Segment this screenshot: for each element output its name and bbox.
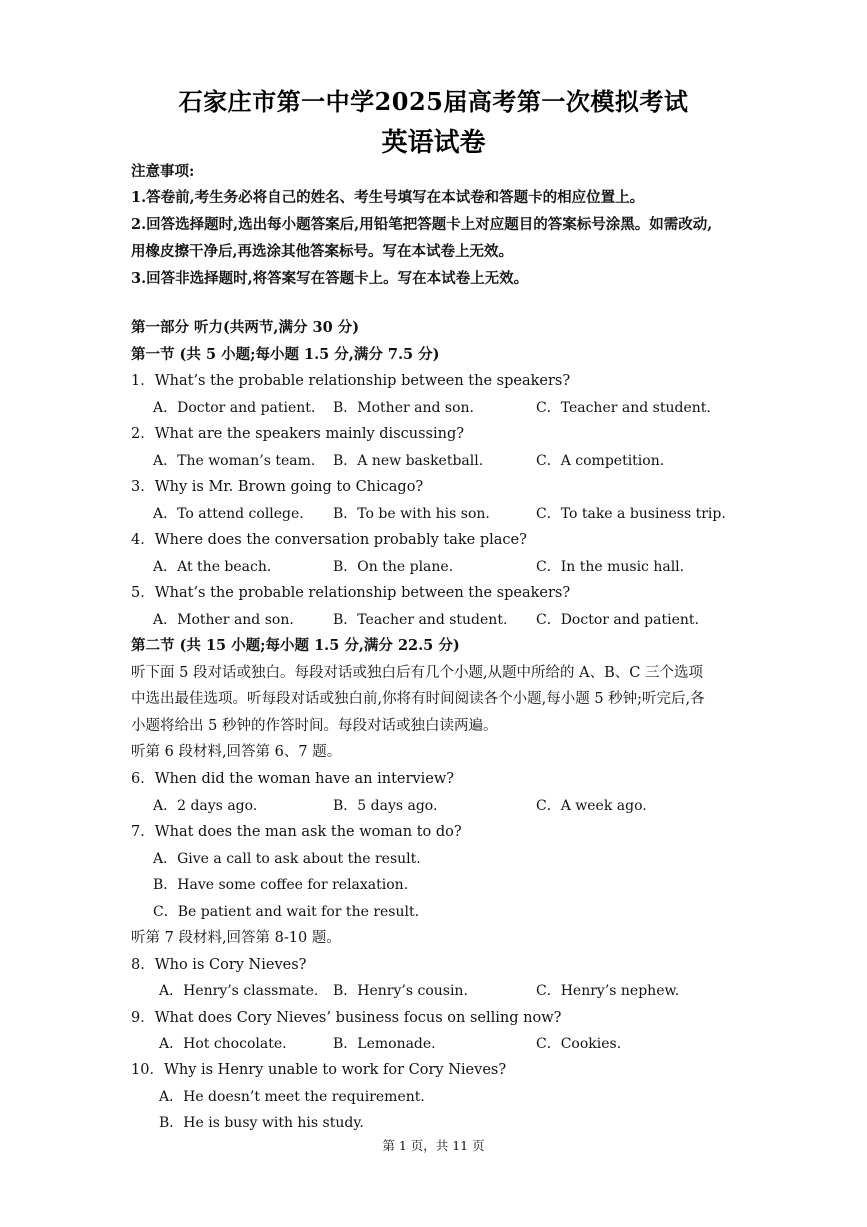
q9-option-b: B．Lemonade. [333, 1036, 436, 1052]
part1-heading: 第一部分 听力(共两节,满分 30 分) [131, 319, 360, 336]
notice-item-2-cont: 用橡皮擦干净后,再选涂其他答案标号。写在本试卷上无效。 [131, 243, 514, 260]
notice-item-1: 1.答卷前,考生务必将自己的姓名、考生号填写在本试卷和答题卡的相应位置上。 [131, 189, 645, 206]
q3-option-a: A．To attend college. [153, 506, 304, 522]
q10-option-b: B．He is busy with his study. [159, 1115, 364, 1131]
question-9: 9．What does Cory Nieves’ business focus on selling now? [131, 1010, 562, 1026]
section1-heading: 第一节 (共 5 小题;每小题 1.5 分,满分 7.5 分) [131, 346, 440, 363]
question-7: 7．What does the man ask the woman to do? [131, 824, 462, 840]
section2-instructions-1: 听下面 5 段对话或独白。每段对话或独白后有几个小题,从题中所给的 A、B、C 三个选项 [131, 665, 703, 681]
page-footer: 第 1 页，共 11 页 [382, 1138, 485, 1153]
q4-option-a: A．At the beach. [153, 559, 272, 575]
q1-option-a: A．Doctor and patient. [153, 400, 316, 416]
notice-heading: 注意事项: [131, 163, 195, 180]
section2-instructions-3: 小题将给出 5 秒钟的作答时间。每段对话或独白读两遍。 [131, 718, 498, 734]
material-7-heading: 听第 7 段材料,回答第 8-10 题。 [131, 930, 341, 946]
question-5: 5．What’s the probable relationship between the speakers? [131, 585, 571, 601]
q1-option-c: C．Teacher and student. [536, 400, 711, 416]
q9-option-c: C．Cookies. [536, 1036, 622, 1052]
exam-title: 石家庄市第一中学2025届高考第一次模拟考试 [178, 87, 689, 116]
q7-option-b: B．Have some coffee for relaxation. [153, 877, 409, 893]
material-6-heading: 听第 6 段材料,回答第 6、7 题。 [131, 744, 342, 760]
q9-option-a: A．Hot chocolate. [159, 1036, 287, 1052]
q8-option-c: C．Henry’s nephew. [536, 983, 680, 999]
notice-item-3: 3.回答非选择题时,将答案写在答题卡上。写在本试卷上无效。 [131, 270, 529, 287]
q2-option-b: B．A new basketball. [333, 453, 484, 469]
question-3: 3．Why is Mr. Brown going to Chicago? [131, 479, 424, 495]
q5-option-b: B．Teacher and student. [333, 612, 508, 628]
q7-option-c: C．Be patient and wait for the result. [153, 904, 420, 920]
question-6: 6．When did the woman have an interview? [131, 771, 455, 787]
question-4: 4．Where does the conversation probably take place? [131, 532, 527, 548]
q5-option-c: C．Doctor and patient. [536, 612, 699, 628]
question-10: 10．Why is Henry unable to work for Cory Nieves? [131, 1062, 507, 1078]
q8-option-a: A．Henry’s classmate. [159, 983, 319, 999]
question-2: 2．What are the speakers mainly discussing? [131, 426, 465, 442]
q4-option-b: B．On the plane. [333, 559, 454, 575]
section2-heading: 第二节 (共 15 小题;每小题 1.5 分,满分 22.5 分) [131, 637, 460, 654]
notice-item-2: 2.回答选择题时,选出每小题答案后,用铅笔把答题卡上对应题目的答案标号涂黑。如需改动, [131, 216, 713, 233]
q5-option-a: A．Mother and son. [153, 612, 294, 628]
question-8: 8．Who is Cory Nieves? [131, 957, 307, 973]
q6-option-b: B．5 days ago. [333, 798, 438, 814]
section2-instructions-2: 中选出最佳选项。听每段对话或独白前,你将有时间阅读各个小题,每小题 5 秒钟;听完后,各 [131, 691, 705, 707]
q2-option-c: C．A competition. [536, 453, 665, 469]
q4-option-c: C．In the music hall. [536, 559, 685, 575]
q7-option-a: A．Give a call to ask about the result. [153, 851, 421, 867]
q10-option-a: A．He doesn’t meet the requirement. [159, 1089, 425, 1105]
q8-option-b: B．Henry’s cousin. [333, 983, 468, 999]
question-1: 1．What’s the probable relationship between the speakers? [131, 373, 571, 389]
q3-option-b: B．To be with his son. [333, 506, 490, 522]
exam-subtitle: 英语试卷 [381, 128, 486, 158]
q3-option-c: C．To take a business trip. [536, 506, 726, 522]
q6-option-c: C．A week ago. [536, 798, 647, 814]
q1-option-b: B．Mother and son. [333, 400, 474, 416]
q6-option-a: A．2 days ago. [153, 798, 258, 814]
q2-option-a: A．The woman’s team. [153, 453, 316, 469]
